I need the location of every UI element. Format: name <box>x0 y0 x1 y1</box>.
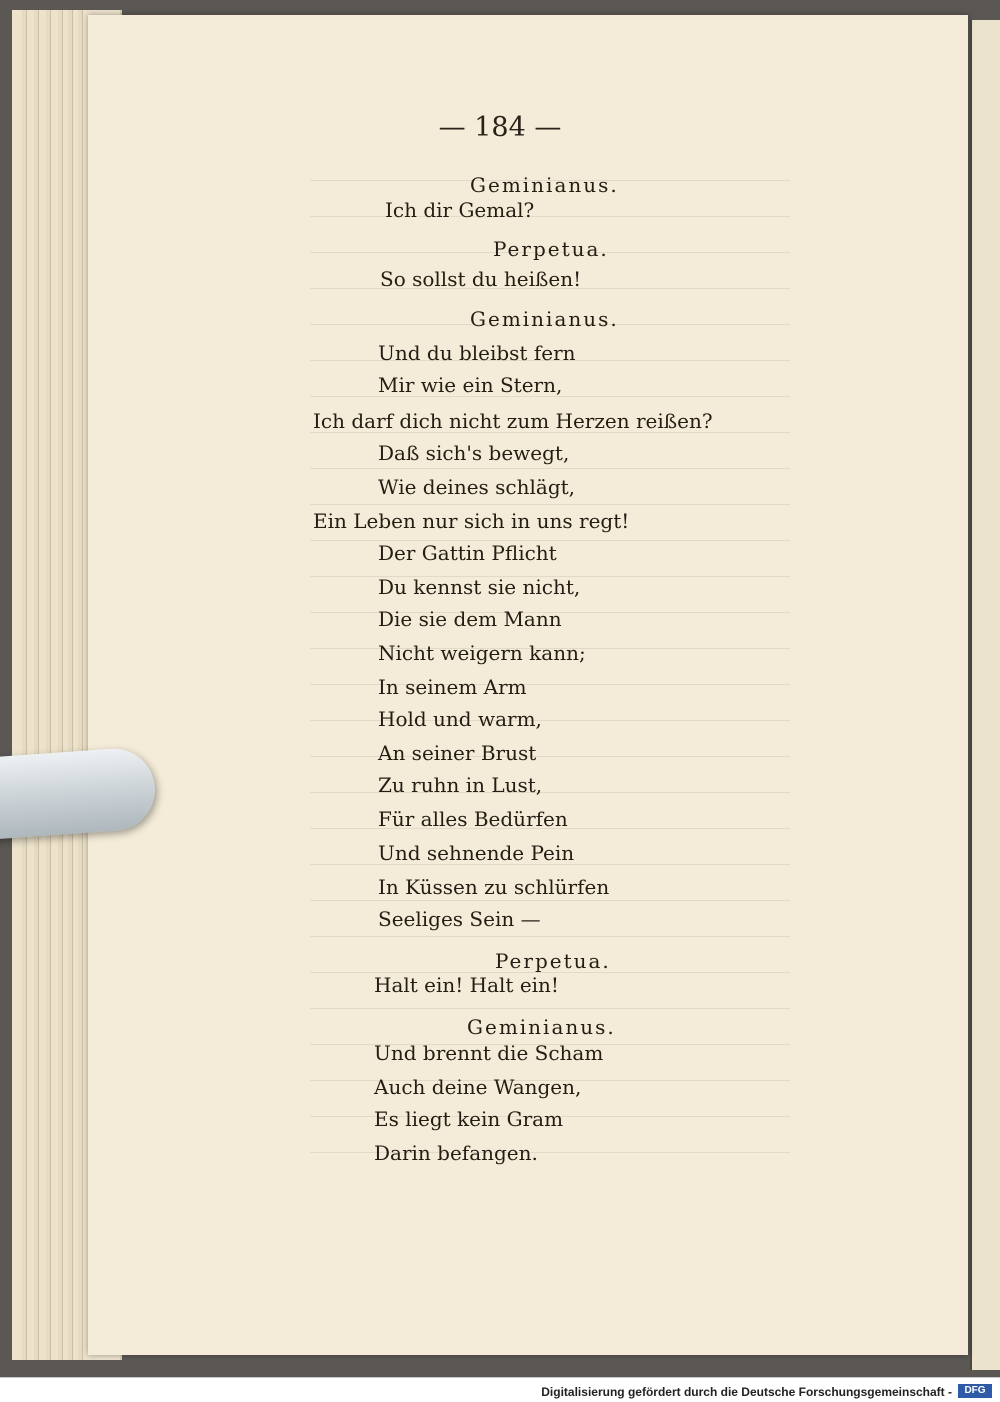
verse-line: Und brennt die Scham <box>374 1041 604 1065</box>
speaker-name: Perpetua. <box>495 949 611 973</box>
verse-line: An seiner Brust <box>378 741 537 765</box>
dfg-logo: DFG <box>958 1384 992 1398</box>
verse-line: Hold und warm, <box>378 707 542 731</box>
verse-line: Es liegt kein Gram <box>374 1107 564 1131</box>
verse-line: In Küssen zu schlürfen <box>378 875 610 899</box>
verse-line: Darin befangen. <box>374 1141 538 1165</box>
verse-line: Zu ruhn in Lust, <box>378 773 543 797</box>
page-edge <box>78 10 83 1360</box>
verse-line: Ich darf dich nicht zum Herzen reißen? <box>313 409 713 433</box>
footer-credit: Digitalisierung gefördert durch die Deutsche Forschungsgemeinschaft - <box>541 1385 952 1399</box>
verse-line: Die sie dem Mann <box>378 607 562 631</box>
verse-line: Ich dir Gemal? <box>385 198 535 222</box>
page-edge <box>46 10 51 1360</box>
verse-line: Ein Leben nur sich in uns regt! <box>313 509 630 533</box>
page-edge <box>68 10 73 1360</box>
verse-line: In seinem Arm <box>378 675 527 699</box>
verse-line: Und sehnende Pein <box>378 841 575 865</box>
page-edge <box>22 10 27 1360</box>
verse-line: Halt ein! Halt ein! <box>374 973 559 997</box>
verse-line: Der Gattin Pflicht <box>378 541 557 565</box>
speaker-name: Perpetua. <box>493 237 609 261</box>
verse-line: So sollst du heißen! <box>380 267 582 291</box>
verse-line: Nicht weigern kann; <box>378 641 586 665</box>
verse-line: Auch deine Wangen, <box>374 1075 582 1099</box>
verse-line: Mir wie ein Stern, <box>378 373 563 397</box>
verse-line: Du kennst sie nicht, <box>378 575 581 599</box>
verse-line: Wie deines schlägt, <box>378 475 576 499</box>
page-edge <box>34 10 39 1360</box>
verse-line: Für alles Bedürfen <box>378 807 568 831</box>
verse-line: Daß sich's bewegt, <box>378 441 570 465</box>
page-edge <box>58 10 63 1360</box>
verse-line: Und du bleibst fern <box>378 341 576 365</box>
speaker-name: Geminianus. <box>470 307 619 331</box>
verse-line: Seeliges Sein — <box>378 907 541 931</box>
page-number: — 184 — <box>438 112 562 143</box>
speaker-name: Geminianus. <box>467 1015 616 1039</box>
facing-page-edge <box>970 20 1000 1370</box>
speaker-name: Geminianus. <box>470 173 619 197</box>
